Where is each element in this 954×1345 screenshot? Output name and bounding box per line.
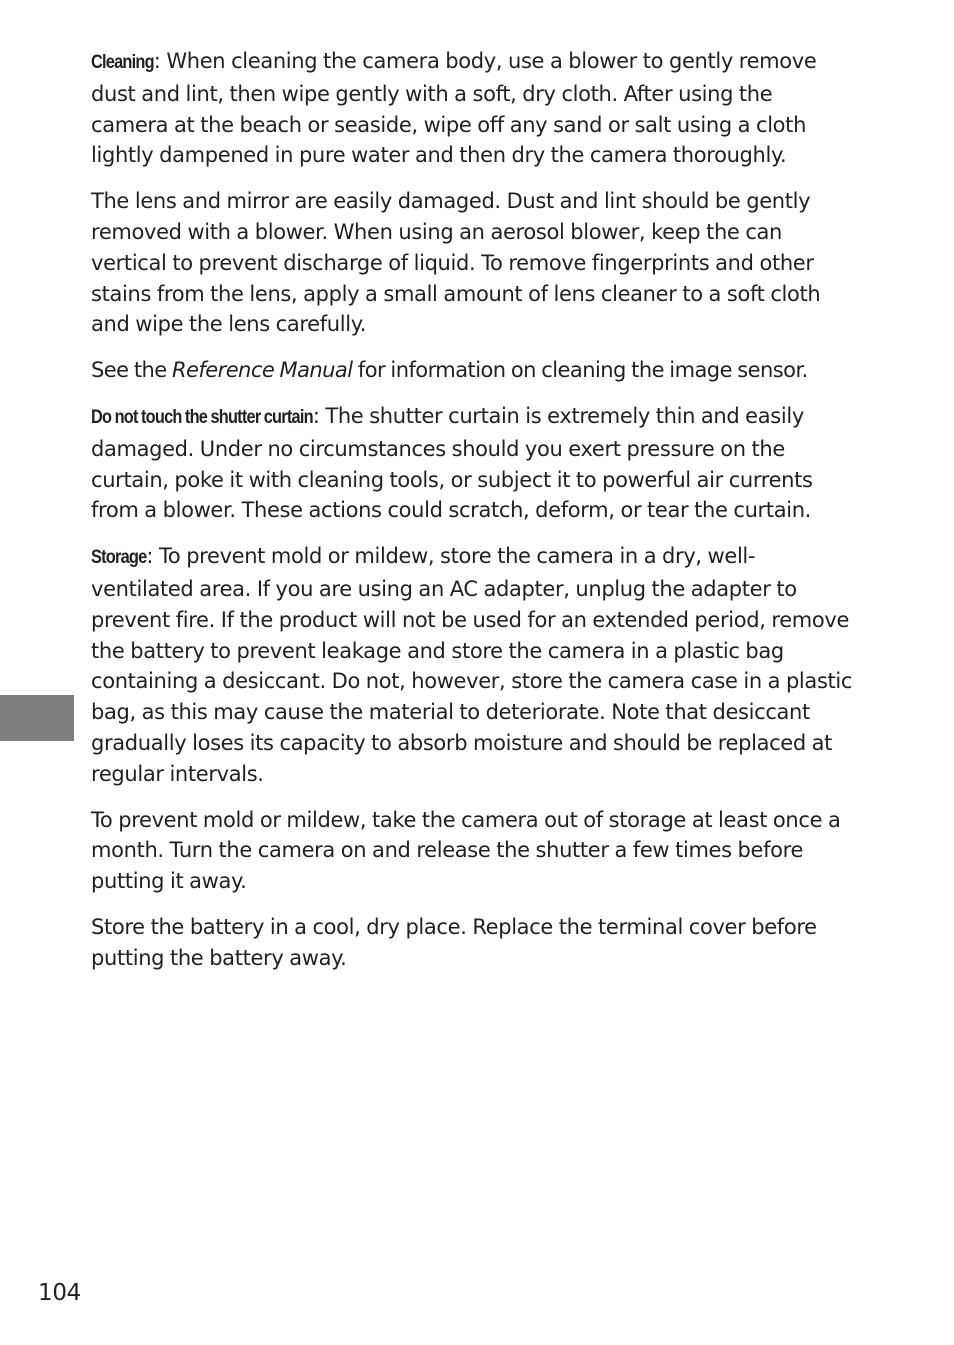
paragraph-mold-text: To prevent mold or mildew, take the camera out of storage at least once a month. Turn the camera on and release the shutter a few times before putting it away. — [91, 807, 841, 894]
paragraph-shutter — [91, 401, 855, 526]
section-tab-marker — [0, 695, 74, 741]
term-shutter-wrap — [91, 401, 313, 434]
page-content — [91, 46, 855, 989]
term-cleaning-wrap — [91, 46, 154, 79]
paragraph-mold — [91, 805, 855, 897]
paragraph-battery-text: Store the battery in a cool, dry place. Replace the terminal cover before putting the battery away. — [91, 914, 817, 970]
term-storage-wrap — [91, 541, 146, 574]
paragraph-storage — [91, 541, 855, 789]
paragraph-reference-after: for information on cleaning the image sensor. — [352, 358, 808, 383]
paragraph-lens — [91, 186, 855, 340]
paragraph-lens-text: The lens and mirror are easily damaged. Dust and lint should be gently removed with a blower. When using an aerosol blower, keep the can vertical to prevent discharge of liquid. To remove fingerprints and other stains from the lens, apply a small amount of lens cleaner to a soft cloth and wipe the lens carefully. — [91, 189, 821, 337]
term-shutter: Do not touch the shutter curtain — [91, 406, 313, 428]
paragraph-cleaning — [91, 46, 855, 171]
paragraph-storage-text: : To prevent mold or mildew, store the camera in a dry, well-ventilated area. If you are using an AC adapter, unplug the adapter to prevent fire. If the product will not be used for an extended period, remove the battery to prevent leakage and store the camera in a plastic bag containing a desiccant. Do not, however, store the camera case in a plastic bag, as this may cause the material to deteriorate. Note that desiccant gradually loses its capacity to absorb moisture and should be replaced at regular intervals. — [91, 544, 853, 786]
reference-manual-title: Reference Manual — [171, 358, 353, 383]
paragraph-shutter-text: : The shutter curtain is extremely thin and easily damaged. Under no circumstances should you exert pressure on the curtain, poke it with cleaning tools, or subject it to powerful air currents from a blower. These actions could scratch, deform, or tear the curtain. — [91, 403, 813, 523]
page-number: 104 — [38, 1280, 81, 1306]
paragraph-battery — [91, 912, 855, 974]
paragraph-cleaning-text: : When cleaning the camera body, use a blower to gently remove dust and lint, then wipe gently with a soft, dry cloth. After using the camera at the beach or seaside, wipe off any sand or salt using a cloth lightly dampened in pure water and then dry the camera thoroughly. — [91, 49, 817, 168]
term-storage: Storage — [91, 547, 147, 569]
paragraph-reference — [91, 355, 855, 386]
term-cleaning: Cleaning — [91, 52, 154, 73]
paragraph-reference-before: See the — [91, 358, 172, 383]
